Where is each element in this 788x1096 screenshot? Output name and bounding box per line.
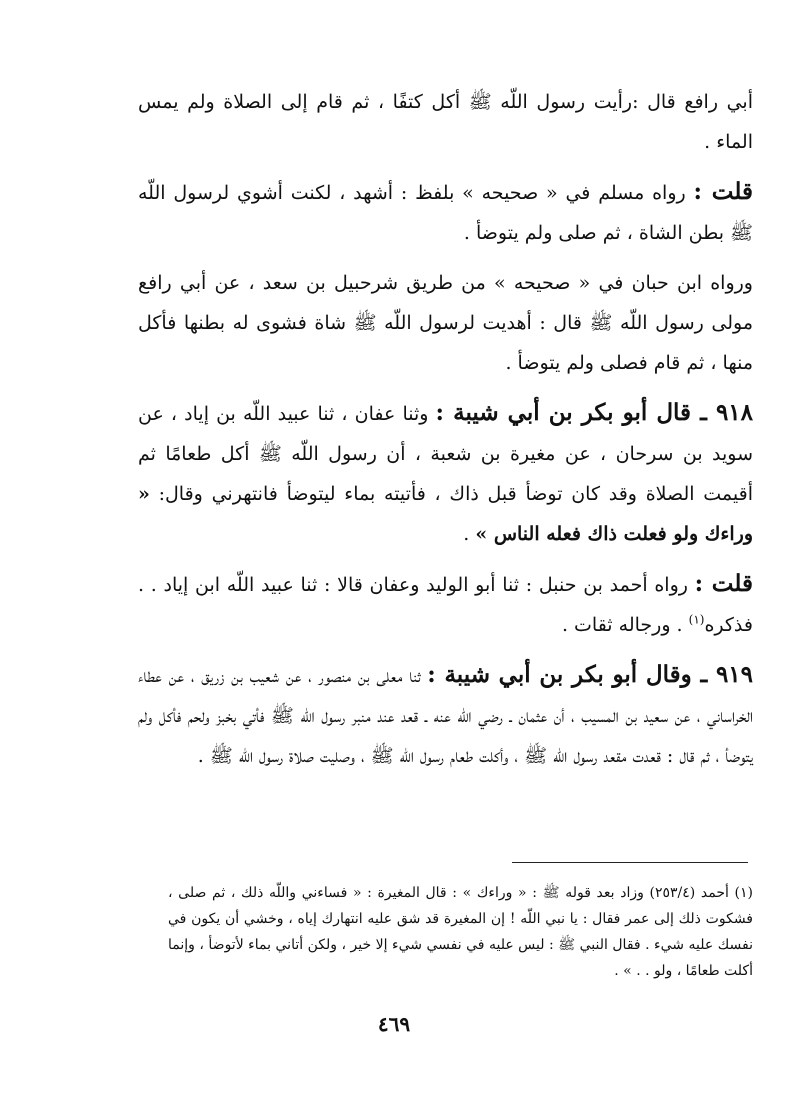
hadith-918-text: وثنا عفان ، ثنا عبيد اللّه بن إياد ، عن سويد بن سرحان ، عن مغيرة بن شعبة ، أن رسول اللّه ﷺ أكل طعامًا ثم أقيمت الصلاة وقد كان توضأ قبل ذاك ، فأتيته بماء ليتوضأ فانتهرني وقال: bbox=[138, 403, 753, 505]
hadith-919 bbox=[138, 655, 753, 776]
paragraph-2-lead: قلت : bbox=[693, 178, 753, 205]
hadith-918-tail: . bbox=[463, 523, 476, 545]
hadith-919-text: ثنا معلى بن منصور ، عن شعيب بن زريق ، عن عطاء الخراساني ، عن سعيد بن المسيب ، أن عثمان ـ رضي اللّه عنه ـ قعد عند منبر رسول اللّه ﷺ فأتي بخبز ولحم فأكل ولم يتوضأ ، ثم قال : قعدت مقعد رسول اللّه ﷺ ، وأكلت طعام رسول اللّه ﷺ ، وصليت صلاة رسول اللّه ﷺ . bbox=[138, 665, 753, 767]
footnotes bbox=[168, 880, 753, 984]
paragraph-1-text: أبي رافع قال :رأيت رسول اللّه ﷺ أكل كتفًا ، ثم قام إلى الصلاة ولم يمس الماء . bbox=[138, 91, 753, 153]
hadith-919-number: ٩١٩ ـ وقال أبو بكر بن أبي شيبة : bbox=[427, 661, 753, 688]
footnote-divider bbox=[512, 862, 748, 863]
comment-918-lead: قلت : bbox=[694, 570, 753, 597]
comment-918-text: رواه أحمد بن حنبل : ثنا أبو الوليد وعفان قالا : ثنا عبيد اللّه ابن إياد . . فذكره bbox=[138, 574, 753, 636]
paragraph-3-text: ورواه ابن حبان في « صحيحه » من طريق شرحبيل بن سعد ، عن أبي رافع مولى رسول اللّه ﷺ قال : أهديت لرسول اللّه ﷺ شاة فشوى له بطنها فأكل منها ، ثم قام فصلى ولم يتوضأ . bbox=[138, 272, 753, 374]
main-text bbox=[138, 82, 753, 776]
paragraph-2 bbox=[138, 172, 753, 253]
footnote-1: (١) أحمد (٢٥٣/٤) وزاد بعد قوله ﷺ : « وراءك » : قال المغيرة : « فساءني واللّه ذلك ، ثم صلى ، فشكوت ذلك إلى عمر فقال : يا نبي اللّه ! إن المغيرة قد شق عليه انتهارك إياه ، وخشي أن يكون في نفسك عليه شيء . فقال النبي ﷺ : ليس عليه في نفسي شيء إلا خير ، ولكن أتاني بماء لأتوضأ ، وإنما أكلت طعامًا ، ولو . . » . bbox=[168, 885, 753, 979]
footnote-reference-1[interactable]: (١) bbox=[688, 612, 705, 627]
comment-918-tail: . ورجاله ثقات . bbox=[561, 614, 689, 636]
comment-918 bbox=[138, 564, 753, 645]
paragraph-3 bbox=[138, 263, 753, 383]
hadith-918-quote: « وراءك ولو فعلت ذاك فعله الناس » bbox=[138, 483, 753, 545]
paragraph-2-text: رواه مسلم في « صحيحه » بلفظ : أشهد ، لكنت أشوي لرسول اللّه ﷺ بطن الشاة ، ثم صلى ولم يتوضأ . bbox=[138, 182, 753, 244]
page-number: ٤٦٩ bbox=[377, 1012, 411, 1036]
hadith-918-number: ٩١٨ ـ قال أبو بكر بن أبي شيبة : bbox=[435, 399, 753, 426]
hadith-918 bbox=[138, 393, 753, 554]
paragraph-1 bbox=[138, 82, 753, 162]
